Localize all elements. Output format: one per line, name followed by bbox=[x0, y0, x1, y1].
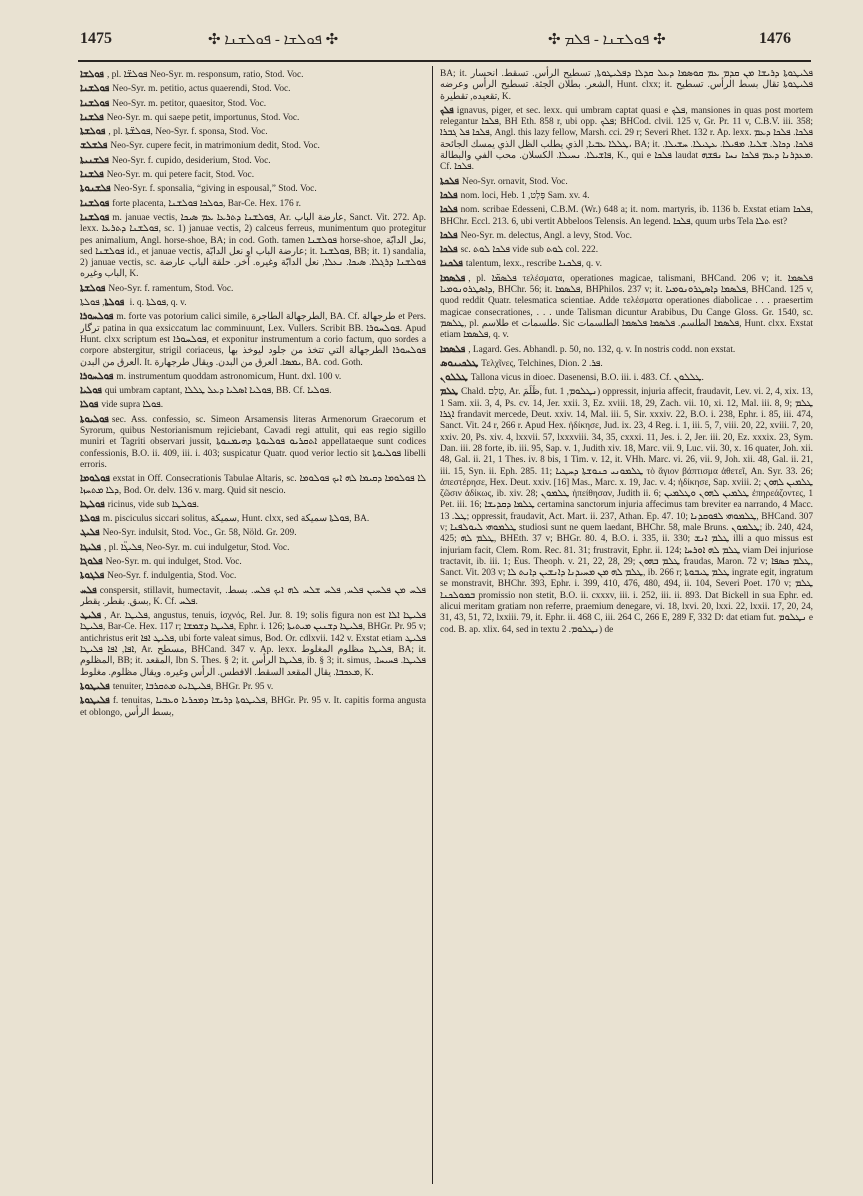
entry-text: Neo-Syr. cupere fecit, in matrimonium dedit, Stod. Voc. bbox=[110, 141, 320, 152]
dictionary-entry bbox=[80, 473, 426, 497]
entry-text: , Lagard. Ges. Abhandl. p. 50, no. 132, q. v. In nostris codd. non exstat. bbox=[468, 344, 736, 355]
entry-headword: ܦܠܝܛܘܬܐ bbox=[80, 680, 110, 692]
entry-text: Neo-Syr. m. petitor, quaesitor, Stod. Voc. bbox=[112, 98, 267, 109]
entry-headword: ܦܠܣܡܐ bbox=[440, 272, 466, 284]
entry-headword: ܦܘܠܬܐ bbox=[104, 297, 125, 309]
entry-headword: ܦܠܝܛ bbox=[80, 610, 102, 622]
dictionary-entry bbox=[440, 176, 813, 188]
right-column bbox=[440, 66, 813, 1186]
entry-text: ignavus, piger, et sec. lexx. qui umbram captat quasi e ܦܠܟ, mansiones in quas post mortem relegantur ܦܠܟܐ, BH Eth. 858 r, ubi opp. ܦܠܟ; BHCod. clvii. 125 v, Gr. Pr. 11 v, C.B.V. iii. 358; ܦܠܟܐ ܦܠ ܓܒܪܐ, Angl. this lazy fellow, Marsh. cci. 29 r; Severi Rhet. 132 r. Ap. lexx. ܦܠܟܐ. ܦܠܟܐ ܕܥܡ ܛܠܠܐ ܥܒܝܐ, الذي يطلب الظل الذي يمسك الجائحة، BA; it. ܦܠܟܐ. ܕܟܐܠ. ܫܠܝܐ. ܡܦܝܠܐ. ܥܛܝܠܐ. ܚܫܝܠܐ. ܦܐܫܝܠܐ. ܢܚܝܠܐ. الكسلان. محب الفي والبطالة, K., qui e ܦܠܟܐ laudat ܡܥܕܪܢܐ ܕܥܡ ܦܠܟܐ ܢܚܐ ܢܦܫܗ. Cf. ܦܠܟܐ. bbox=[440, 105, 813, 173]
entry-text: Neo-Syr. m. delectus, Angl. a levy, Stod. Voc. bbox=[460, 230, 633, 241]
entry-text: f. tenuitas, ܦܠܝܛܘܬܐ ܕܪܝܫܐ ܕܡܟܪܝܐ ܘܥܒܝܐ, BHGr. Pr. 95 v. It. capitis forma angusta et oblongo, بسط الرأس, bbox=[80, 696, 426, 718]
dictionary-entry bbox=[80, 283, 426, 295]
entry-text: , pl. ܦܘܠܫ̈ܐ Neo-Syr. m. responsum, ratio, Stod. Voc. bbox=[106, 70, 304, 80]
header-rule bbox=[78, 60, 811, 62]
entry-text: sec. Ass. confessio, sc. Simeon Arsamensis literas Armenorum Graecorum et Syrorum, quibus Nestorianismum rejiciebant, Cavadi regi attulit, qui eas regio sigillo muniri et Tagriti observari jussit, ܐܬܩܪܝܘ ܦܘܠܝܘܬܐ ܕܗܝܡܢܘܬܐ appellataeque sunt codices confessionis, B.O. ii. 409, iii. i. 403; suspicatur Quatr. quod verior lectio sit ܦܘܠܝܘܬܐ libelli erroris. bbox=[80, 414, 426, 470]
entry-headword: ܦܠܫܢܐ bbox=[80, 111, 104, 123]
entry-headword: ܦܠܓܘܬܐ bbox=[80, 570, 105, 582]
entry-text: Neo-Syr. m. qui indulget, Stod. Voc. bbox=[105, 556, 242, 567]
entry-headword: ܛܠܟܝܢܘܣ bbox=[440, 357, 479, 369]
left-page-number: 1475 bbox=[80, 30, 112, 47]
entry-headword: ܦܘܠܫܢܐ bbox=[80, 83, 110, 95]
entry-headword: ܛܠܠܘܢ bbox=[440, 372, 468, 384]
entry-text: Neo-Syr. f. indulgentia, Stod. Voc. bbox=[107, 571, 237, 582]
entry-text: m. instrumentum quoddam astronomicum, Hunt. dxl. 100 v. bbox=[116, 371, 342, 382]
entry-headword: ܦܠܟ bbox=[440, 104, 454, 116]
entry-text: nom. scribae Edesseni, C.B.M. (Wr.) 648 a; it. nom. martyris, ib. 1136 b. Exstat etiam ܦܠܟܐ, BHChr. Eccl. 213. 6, ubi vertit Abbeloos Telensis. An legend. ܦܠܟܐ, quum urbs Tela ܬܠܐ est? bbox=[440, 205, 813, 227]
entry-text: qui umbram captant, ܦܘܠܝܐ ܐܣܠܝܐ ܕܥܠ ܛܠܠܐ, BB. Cf. ܦܘܠܝܐ. bbox=[104, 386, 332, 397]
dictionary-entry bbox=[80, 297, 426, 309]
dictionary-entry bbox=[80, 126, 426, 138]
left-running-title: ✣ ܦܘܠܫܐ - ܦܘܠܫܢܐ ✣ bbox=[208, 32, 339, 48]
entry-text: ricinus, vide sub ܦܘܠܛܐ. bbox=[107, 499, 199, 510]
dictionary-entry bbox=[80, 681, 426, 693]
entry-text: BA; it. ܦܠܝܛܘܬܐ ܕܪܝܫܐ ܡܢ ܩܕܡ ܥܡ ܩܘܣܡܐ ܕܥܠ ܩܕܠܐ ܕܦܠܝܛܘܬܐ, تسطيح الرأس. تسقط. انحسار الشعر. بطلان الجثة. تسطيح الرأس وعرضه, Hunt. clxx; it. ܦܠܝܛܘܬܐ تقال بسط الرأس. تسطيح تقعيده, تقطيرة, K. bbox=[440, 69, 813, 102]
entry-headword: ܦܘܠܚܘܪܐ bbox=[80, 311, 114, 323]
dictionary-entry bbox=[80, 371, 426, 383]
dictionary-entry bbox=[80, 98, 426, 110]
dictionary-entry bbox=[440, 69, 813, 103]
dictionary-entry bbox=[440, 258, 813, 270]
dictionary-entry bbox=[80, 585, 426, 609]
dictionary-entry bbox=[80, 212, 426, 281]
dictionary-entry bbox=[80, 69, 426, 81]
entry-text: m. pisciculus siccari solitus, سميكة, Hunt. clxx, sed ܦܘܠܬܐ سميكة, BA. bbox=[102, 514, 370, 525]
entry-headword: ܦܘܠܐ bbox=[80, 399, 99, 411]
entry-headword: ܦܘܠܬܐ bbox=[80, 513, 100, 525]
dictionary-entry bbox=[80, 385, 426, 397]
dictionary-entry bbox=[80, 155, 426, 167]
dictionary-entry bbox=[440, 344, 813, 356]
entry-headword: ܦܠܟܐ bbox=[440, 189, 458, 201]
entry-headword: ܦܘܠܘܡܐ bbox=[80, 473, 110, 485]
entry-text: Neo-Syr. f. cupido, desiderium, Stod. Voc. bbox=[111, 155, 271, 166]
entry-headword: ܦܘܠܝܐ bbox=[80, 385, 102, 397]
dictionary-entry bbox=[80, 695, 426, 719]
entry-text: Neo-Syr. f. ramentum, Stod. Voc. bbox=[108, 283, 234, 294]
entry-headword: ܛܠܡ bbox=[440, 386, 458, 398]
page-header bbox=[0, 30, 863, 56]
dictionary-entry bbox=[440, 358, 813, 370]
entry-headword: ܦܘܠܫܢܐ bbox=[80, 97, 110, 109]
entry-text: m. forte vas potorium calici simile, الطرجهالة الطاجرة, BA. Cf. طرجهالة et Pers. ترگار patina in qua exsiccatum lac comminuunt, Lex. Vullers. Scribit BB. ܦܘܠܚܘܪܐ. Apud Hunt. clxx scriptum est ܦܘܠܚܘܪܐ, et exponitur instrumentum a corio factum, quo sordes a corpore abstergitur, strigil coriaceus, ܦܘܠܚܘܪܐ الطرجهالة التي تتخذ من جلود ليوخذ بها العرق من البدن. It. ܝܡܣܐ. العرق من البدن. ويقال طرجهارة, BA. cod. Goth. bbox=[80, 312, 426, 368]
dictionary-entry bbox=[440, 372, 813, 384]
dictionary-entry bbox=[440, 273, 813, 342]
entry-text: , ܦܘܠܬܐ i. q. ܦܘܠܬܐ, q. v. bbox=[80, 298, 187, 309]
entry-headword: ܦܠܝܓ bbox=[80, 527, 100, 539]
entry-text: Chald. טְלַם, Ar. ظَلَمَ, fut. ܢܛܠܘܡ, 1) oppressit, injuria affecit, fraudavit, Lev. vi. 2, 4, xix. 13, 1 Sam. xii. 3, 4, Ps. cv. 14, Jer. xxii. 3, Ez. xviii. 18, 29, Zach. vii. 10, xi. 12, Mal. iii. 8, 9; ܛܠܡ ܐܓܪܐ frandavit mercede, Deut. xxiv. 14, Mal. iii. 5, Sir. xxxiv. 22, B.O. i. 238, Ephr. i. 85, iii. 474, Sanct. Vit. 24 r, 266 r. Apud Hex. ἠδίκησε, Jud. ix. 23, 4 Reg. i. 1, iii. 5, 7, viii. 20, 22, xviii. 7, 20, xxiv. 20, Ps. xiv. 4, lxxvii. 57, lxxxviii. 34, 35, cxxxi. 11, Jes. i. 2, Jer. iii. 20, Ez. xxxix. 23, Sym. Dan. iii. 28 forte, ib. iii. 95, Sap. v. 1, Judith xiv. 18, Marc. vii. 9, Luc. vii. 30, x. 16 quater, Joh. xii. 48, Gal. ii. 21, 1 Thes. iv. 8 bis, 1 Tim. v. 12, it. VHh. Marc. vi. 26, vii. 9, Joh. xii. 48, Gal. ii. 21, iii. 15, Syn. ii. Eph. 285. 11; ܛܠܡܘܢܝ ܟܢܘܫܬܐ ܕܚܛܝܐ τὸ ἅγιον βάπτισμα ἀθετεῖ, An. Syr. 33. 26; ἀπεστέρησε, Hex. Deut. xxiv. [16] Mas., Marc. x. 19, Jac. v. 4; ἠδίκησε, Sap. xviii. 2; ܛܠܡܝܢ ܠܗܘܢ ζῶσιν ἀδίκως, ib. xiv. 28; ܛܠܡܘܢ ἠπείθησαν, Judith ii. 6; ܛܠܡܝܢ ܠܗܘܢ ܘܛܠܡܝܢ ἐπηρεάζοντες, 1 Pet. iii. 16; ܛܠܡܐ ܕܩܕܝܫܐ certamina sanctorum injuria affecimus tam breviter ea narrando, 4 Macc. ܛܠ. 13; oppressit, fraudavit, Act. Mart. ii. 237, Athan. Ep. 47. 10; ܛܠܡܘܗܝ ܠܦܘܩܕܢܐ, BHCand. 307 v; ܛܠܡܘܗܝ ܠܝܘܠܦܢܐ studiosi sunt ne quem laedant, BHChr. 58, male Bruns. ܛܠܡܘܢ; ib. 240, 424, 425; ܛܠܡ ܠܗ, BHEth. 37 v; BHGr. 80. 4, B.O. i. 335, ii. 330; ܛܠܡ ܐܢܫ illi a quo missus est injuriam facit, Clem. Rom. Rec. 81. 31; frustravit, Ephr. ii. 124; ܛܠܡ ܠܗ ܐܘܪܚܐ viam Dei injuriose tractavit, ib. iii. 1; Eus. Theoph. v. 21, 22, 28, 29; ܛܠܡ ܒܗܘܢ fraudas, Maron. 72 v; ܛܠܡ ܟܣܦܐ, Sanct. Vit. 203 v; ܛܠܡ ܠܗ ܡܢ ܡܚܝܕܢܐ ܕܐܢܫܝܢ ܕܐܢܬ ܠܐ, ib. 266 r; ܛܠܡ ܛܝܒܘܬܐ ingrate egit, ingratum se monstravit, BHChr. 393, Ephr. i. 399, 410, 476, 480, 494, ii. 104, Severi Poet. 170 v; ܛܠܡ ܒܡܘܠܟܢܐ promissio non stetit, B.O. ii. cxxxv, iii. i. 252, iii. ii. 893. Dat Bickell in sua Ephr. ed. alicui meritam gratiam non referre, praemium denegare, vi. 18, lxvi. 20, lxxi. 22, lxxii. 17, 20, 24, 31, 43, 51, 72, lxxiii. 79, it. Ephr. ii. 468 C, iii. 264 C, 266 E, 289 F, 332 D: dat etiam fut. ܢܛܠܘܡ e cod. B. ap. xlix. 64, sed in textu ܢܛܠܘܡ. 2) de bbox=[440, 387, 813, 635]
entry-text: exstat in Off. Consecrationis Tabulae Altaris, sc. ܠܐ ܦܘܠܘܡܐ ܕܩܝܡܐ ܠܗ ܐܝܟ ܦܘܠܘܡܐ ܕܠܐ ܡܬܚܙܐ, Bod. Or. delv. 136 v. marg. Quid sit nescio. bbox=[80, 474, 426, 496]
dictionary-entry bbox=[440, 105, 813, 174]
entry-text: sc. ܦܠܟܐ ܠܘܬ vide sub ܠܘܬ col. 222. bbox=[460, 245, 599, 256]
dictionary-entry bbox=[440, 190, 813, 202]
entry-headword: ܦܠܫܠܫ bbox=[80, 140, 108, 152]
entry-text: , pl. ܦܘܠܫ̈ܬܐ, Neo-Syr. f. sponsa, Stod. Voc. bbox=[108, 127, 268, 138]
dictionary-entry bbox=[440, 244, 813, 256]
entry-headword: ܦܘܠܛܐ bbox=[80, 498, 105, 510]
entry-headword: ܦܠܟܢܐ bbox=[440, 258, 463, 270]
dictionary-entry bbox=[80, 556, 426, 568]
entry-headword: ܦܘܠܫܬܐ bbox=[80, 282, 106, 294]
dictionary-entry bbox=[80, 169, 426, 181]
entry-text: conspersit, stillavit, humectavit, ܦܠܚ ܡܢ ܦܠܚܝܢ ܦܠܚ, ܦܠܚ ܫܠܚ ܠܗ ܐܝܟ ܦܠܚ. بسط. بسق. بقطر. يقطر, K. Cf. ܦܠܚ. bbox=[80, 585, 426, 607]
dictionary-entry bbox=[80, 414, 426, 471]
entry-headword: ܦܠܟܐ bbox=[440, 204, 458, 216]
dictionary-entry bbox=[80, 570, 426, 582]
entry-text: , pl. ܦܠܣܡ̈ܐ τελέσματα, operationes magicae, talismani, BHCand. 206 v; it. ܦܠܣܡܐ ܕܐܣܛܪܘܢܘܡܝܐ, BHChr. 56; it. ܦܠܣܡܐ, BHPhilos. 237 v; it. ܦܠܣܡܐ ܕܐܣܛܪܘܢܘܡܝܐ, BHCand. 125 v, quod reddit Quatr. telesmatica scientiae. Adde τελέσματα operationes diabolicae . . . praesertim magicae consecrationes, . . . unde Talisman dicuntur Arabibus, Du Cange Gloss. Gr. 1540, sc. ܛܠܣܡ, pl. طلاسم et طلسمات. Sic ܦܠܣܡܐ الطلسم. ܦܠܣܡܐ ܦܠܣܡܐ الطلسمات, Hunt. clxx. Exstat etiam ܦܠܣܡܐ, q. v. bbox=[440, 273, 813, 341]
dictionary-entry bbox=[80, 112, 426, 124]
entry-headword: ܦܘܠܫܐ bbox=[80, 69, 104, 80]
entry-text: tenuiter, ܦܠܝܛܐܝܬ ܡܬܩܪܒܐ, BHGr. Pr. 95 v. bbox=[112, 681, 274, 692]
entry-text: nom. loci, Heb. פֶּלֶט, 1 Sam. xv. 4. bbox=[460, 190, 590, 201]
left-column bbox=[80, 66, 426, 1186]
entry-text: Neo-Syr. m. petitio, actus quaerendi, Stod. Voc. bbox=[112, 84, 291, 95]
entry-headword: ܦܘܠܚܘܪܐ bbox=[80, 370, 114, 382]
entry-headword: ܦܠܟܐ bbox=[440, 229, 458, 241]
entry-text: Neo-Syr. f. sponsalia, “giving in espousal,” Stod. Voc. bbox=[113, 184, 317, 195]
dictionary-entry bbox=[80, 499, 426, 511]
entry-text: vide supra ܦܘܠܐ. bbox=[101, 400, 164, 411]
right-running-title: ✣ ܦܘܠܫܢܐ - ܦܠܡ ✣ bbox=[548, 32, 666, 48]
column-divider bbox=[432, 66, 433, 1184]
entry-headword: ܦܠܣܡܐ bbox=[440, 343, 466, 355]
entry-text: m. januae vectis, ܦܘܠܫܢܐ ܕܬܪܥܐ ܥܡ ܣܝܟܐ, Ar. عارضة الباب, Sanct. Vit. 272. Ap. lexx. ܦܘܠܫܢܐ ܕܬܪܥܐ, sc. 1) januae vectis, 2) calceus ferreus, munimentum quo protegitur pes animalium, Angl. horse-shoe, BA; in cod. Goth. tamen ܦܘܠܫܢܐ horse-shoe, نعل الدابّة, sed ܦܘܠܫܢܐ id., et januae vectis, عارضة الباب او نعل الدابّة; it. ܦܘܠܫܢܐ, BB; it. 1) sandalia, 2) januae vectis, sc. ܦܘܠܫܢܐ ܕܪܓܠܐ. ܣܝܟܐ. ܢܥܠܐ, نعل الدابّة وغيره. آخر. حلقة الباب عارضة الباب وغيره, K. bbox=[80, 212, 426, 280]
entry-headword: ܦܠܟܐ bbox=[440, 244, 458, 256]
entry-text: talentum, lexx., rescribe ܦܠܟܢܐ, q. v. bbox=[465, 259, 602, 270]
entry-headword: ܦܠܫܢܐ bbox=[80, 169, 104, 181]
dictionary-entry bbox=[80, 513, 426, 525]
dictionary-entry bbox=[440, 204, 813, 228]
dictionary-entry bbox=[80, 183, 426, 195]
entry-headword: ܦܘܠܫܬܐ bbox=[80, 126, 106, 138]
entry-text: , Ar. ܦܠܝܛܐ, angustus, tenuis, ἰσχνός, Rel. Jur. 8. 19; solis figura non est ܦܠܝܛܐ ܐܠܐ ܦܠܝܛܐ, Bar-Ce. Hex. 117 r; ܦܠܝܛܐ ܕܫܡܫܐ, Ephr. i. 126; ܦܠܝܛܐ ܕܫܢܝܢ ܡܝܬܝܬܐ, BHGr. Pr. 95 v; antichristus erit ܦܠܝܛ ܐܦܐ, ubi forte valeat simus, Bod. Or. cdlxvii. 142 v. Exstat etiam ܦܠܝܛ ܐܦܐ, ܐܦܐ ܦܠܝܛܐ, Ar. مسطح, BHCand. 347 v. Ap. lexx. ܦܠܝܛܐ مظلوم المغلوط, BA; it. المظلوم, BB; it. المقعد, Ibn S. Thes. § 2; it. ܦܠܝܛܐ الرأس, ib. § 3; it. simus, ܦܠܝܛܐ. ܦܚܝܚܐ. ܡܥܟܒܐ. يقال المقعد السقط. الافطس. الرأس وغيره. ويقال مظلوم. مغلوط, K. bbox=[80, 611, 426, 678]
entry-headword: ܦܠܝܛܘܬܐ bbox=[80, 695, 110, 707]
dictionary-entry bbox=[440, 230, 813, 242]
entry-text: , pl. ܦܠܝܓ̈ܐ, Neo-Syr. m. cui indulgetur, Stod. Voc. bbox=[104, 542, 290, 553]
dictionary-entry bbox=[80, 610, 426, 679]
entry-headword: ܦܘܠܝܘܬܐ bbox=[80, 413, 109, 425]
entry-headword: ܦܠܚ bbox=[80, 584, 97, 596]
dictionary-entry bbox=[80, 311, 426, 368]
entry-text: Τελχῖνες, Telchines, Dion. ܦܪ. 2. bbox=[481, 358, 603, 369]
entry-headword: ܦܠܝܓܐ bbox=[80, 541, 102, 553]
entry-text: Neo-Syr. m. qui saepe petit, importunus, Stod. Voc. bbox=[106, 112, 300, 123]
entry-headword: ܦܠܫܢܝܬܐ bbox=[80, 154, 109, 166]
dictionary-entry bbox=[80, 83, 426, 95]
right-page-number: 1476 bbox=[759, 30, 791, 47]
entry-text: Neo-Syr. ornavit, Stod. Voc. bbox=[462, 176, 568, 187]
entry-headword: ܦܠܟܬܐ bbox=[440, 175, 460, 187]
entry-headword: ܦܠܘܓܐ bbox=[80, 555, 103, 567]
dictionary-entry bbox=[80, 399, 426, 411]
dictionary-entry bbox=[80, 140, 426, 152]
dictionary-entry bbox=[80, 542, 426, 554]
dictionary-entry bbox=[440, 386, 813, 636]
entry-text: Tallona vicus in dioec. Dasenensi, B.O. iii. i. 483. Cf. ܛܠܠܘܢ. bbox=[470, 373, 704, 384]
entry-headword: ܦܠܫܢܘܬܐ bbox=[80, 183, 111, 195]
entry-text: Neo-Syr. m. qui petere facit, Stod. Voc. bbox=[106, 170, 255, 181]
dictionary-entry bbox=[80, 527, 426, 539]
dictionary-entry bbox=[80, 198, 426, 210]
entry-text: Neo-Syr. indulsit, Stod. Voc., Gr. 58, Nöld. Gr. 209. bbox=[102, 528, 297, 539]
entry-headword: ܦܘܠܫܢܐ bbox=[80, 211, 110, 223]
entry-headword: ܦܘܠܫܢܐ bbox=[80, 197, 110, 209]
entry-text: forte placenta, ܟܘܠܟܐ ܦܘܠܫܢܐ, Bar-Ce. Hex. 176 r. bbox=[112, 198, 301, 209]
